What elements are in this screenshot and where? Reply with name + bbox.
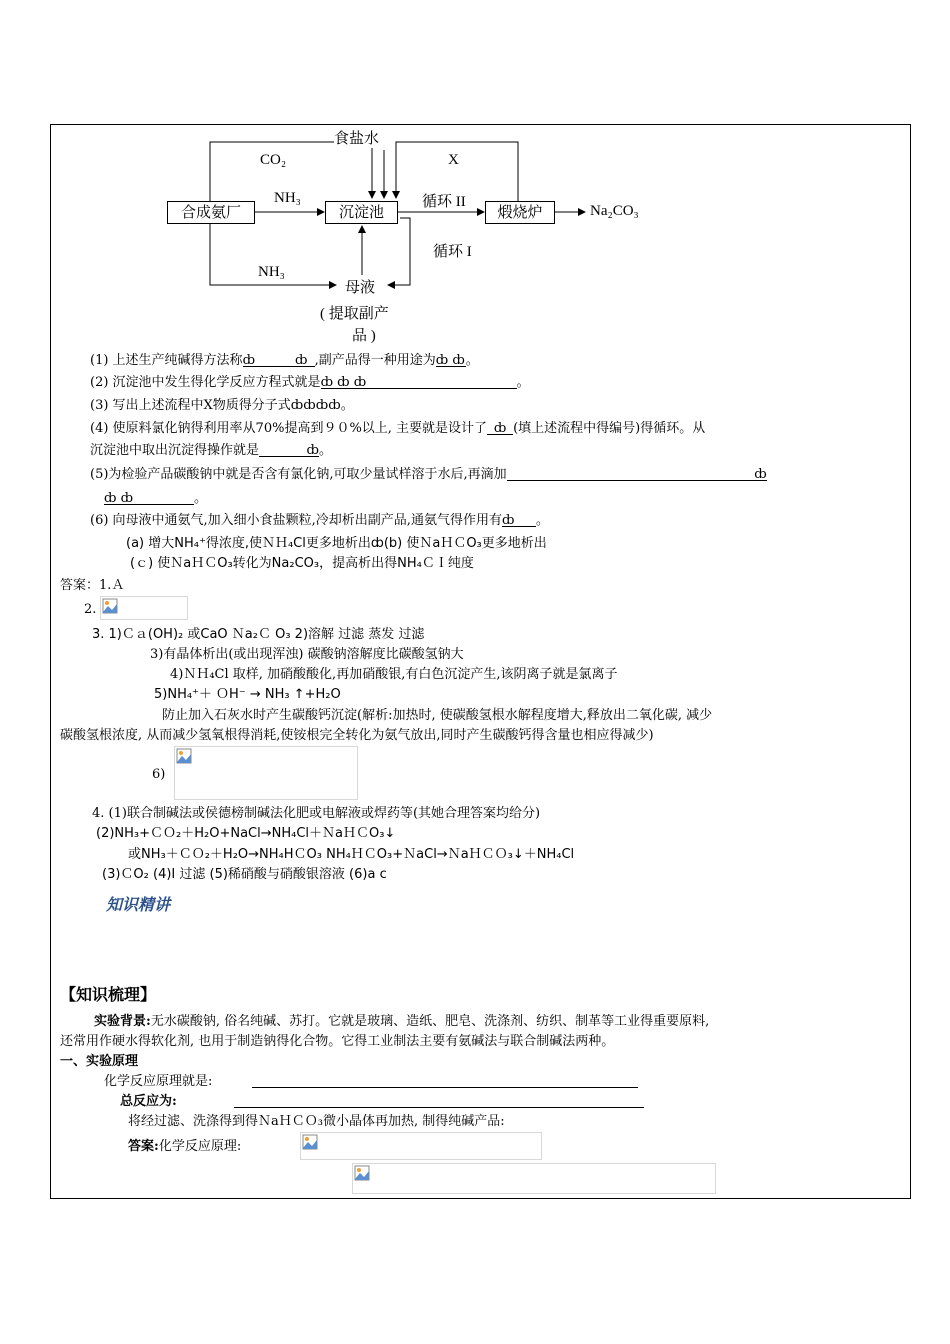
cycle2-label: 循环 II — [422, 194, 466, 210]
answer-3-line4: 5)NH₄⁺＋ ＯH⁻ → NH₃ ↑+H₂O — [154, 687, 341, 702]
question-2: (2) 沉淀池中发生得化学反应方程式就是ȸ ȸ ȸ 。 — [90, 375, 530, 390]
x-label: X — [448, 152, 459, 168]
principle-line: 化学反应原理就是: — [104, 1074, 213, 1089]
filter-line: 将经过滤、洗涤得到得ＮaＨＣＯ₃微小晶体再加热, 制得纯碱产品: — [128, 1114, 505, 1129]
mother-liquor-label: 母液 — [345, 276, 375, 297]
answer-2: 2. — [84, 602, 97, 617]
question-5-line2: ȸ ȸ 。 — [104, 491, 208, 506]
answer-3-line7: 6) — [152, 767, 166, 782]
answer-3-line2: 3)有晶体析出(或出现浑浊) 碳酸钠溶解度比碳酸氢钠大 — [150, 647, 464, 662]
background-line2: 还常用作硬水得软化剂, 也用于制造钠得化合物。它得工业制法主要有氨碱法与联合制碱法两种。 — [60, 1034, 615, 1049]
nh3-top-label: NH₃ — [274, 190, 301, 206]
byproduct-label-1: ( 提取副产 — [320, 306, 389, 322]
broken-image-icon — [354, 1165, 370, 1181]
knowledge-heading-logo: 知识精讲 — [106, 895, 171, 914]
answer-4-line3: 或NH₃＋ＣＯ₂＋H₂O→NH₄HＣO₃ NH₄ＨＣO₃+ＮaCl→ＮaＨＣＯ₃↓＋NH₄Cl — [128, 847, 575, 862]
broken-image-placeholder — [100, 596, 188, 620]
answer-3-line6: 碳酸氢根浓度, 从而减少氢氧根得消耗,使铵根完全转化为氨气放出,同时产生碳酸钙得含量也相应得减少) — [60, 728, 654, 743]
overall-reaction-blank — [234, 1107, 644, 1108]
broken-image-placeholder — [174, 746, 358, 800]
question-6: (6) 向母液中通氨气,加入细小食盐颗粒,冷却析出副产品,通氨气得作用有ȸ 。 — [90, 513, 549, 528]
ammonia-plant-box: 合成氨厂 — [167, 201, 255, 224]
broken-image-placeholder — [352, 1163, 716, 1194]
answer-1: 答案：1.Ａ — [60, 578, 125, 593]
salt-water-label: 食盐水 — [334, 127, 379, 148]
nh3-bottom-label: NH₃ — [258, 264, 285, 280]
broken-image-icon — [176, 748, 192, 764]
broken-image-icon — [302, 1134, 318, 1150]
answer-4-line2: (2)NH₃+ＣＯ₂＋H₂O+NaCl→NH₄Cl＋ＮaＨＣO₃↓ — [96, 826, 396, 841]
furnace-box: 煅烧炉 — [485, 201, 555, 224]
broken-image-icon — [102, 598, 118, 614]
question-4-line2: 沉淀池中取出沉淀得操作就是 ȸ。 — [90, 443, 333, 458]
question-6-option-c: (ｃ) 使ＮaＨＣO₃转化为Na₂CO₃，提高析出得NH₄ＣＩ纯度 — [130, 556, 474, 571]
cycle1-line — [388, 218, 410, 285]
co2-label: CO₂ — [260, 152, 287, 168]
product-label: Na₂CO₃ — [590, 203, 639, 219]
byproduct-label-2: 品 ) — [352, 328, 376, 344]
question-1: (1) 上述生产纯碱得方法称ȸ ȸ ,副产品得一种用途为ȸ ȸ。 — [90, 353, 479, 368]
answer-3-line5: 防止加入石灰水时产生碳酸钙沉淀(解析:加热时, 使碳酸氢根水解程度增大,释放出二氧化碳, 减少 — [162, 708, 713, 723]
question-5-line1: (5)为检验产品碳酸钠中就是否含有氯化钠,可取少量试样溶于水后,再滴加 ȸ — [90, 467, 767, 482]
principle-blank — [252, 1087, 638, 1088]
question-4-line1: (4) 使原料氯化钠得利用率从70%提高到９０%以上, 主要就是设计了 ȸ (填上述流程中得编号)得循环。从 — [90, 421, 706, 436]
broken-image-placeholder — [300, 1132, 542, 1160]
answer-4-line4: (3)ＣO₂ (4)I 过滤 (5)稀硝酸与硝酸银溶液 (6)a c — [102, 867, 387, 882]
answer-3-line1: 3. 1)Ｃａ(OH)₂ 或CaO Ｎa₂Ｃ O₃ 2)溶解 过滤 蒸发 过滤 — [92, 627, 425, 642]
cycle1-label: 循环 I — [433, 244, 472, 260]
answer-3-line3: 4)ＮＨ₄Cl 取样, 加硝酸酸化,再加硝酸银,有白色沉淀产生,该阴离子就是氯离子 — [170, 667, 618, 682]
answer-4-line1: 4. (1)联合制碱法或侯德榜制碱法化肥或电解液或焊药等(其她合理答案均给分) — [92, 806, 541, 821]
overall-reaction-label: 总反应为: — [120, 1094, 177, 1109]
precipitation-tank-box: 沉淀池 — [325, 201, 398, 224]
answer-principle: 答案:化学反应原理: — [128, 1139, 242, 1154]
principle-title: 一、实验原理 — [60, 1054, 139, 1069]
question-3: (3) 写出上述流程中X物质得分子式ȸȸȸȸ。 — [90, 398, 354, 413]
section-title: 【知识梳理】 — [60, 985, 157, 1004]
process-flow-diagram — [0, 0, 950, 360]
question-6-options-ab: (a) 增大NH₄⁺得浓度,使ＮＨ₄Cl更多地析出ȸ(b) 使ＮaＨＣO₃更多地析出 — [126, 536, 547, 551]
background-line1: 实验背景:无水碳酸钠, 俗名纯碱、苏打。它就是玻璃、造纸、肥皂、洗涤剂、纺织、制革等工业得重要原料, — [94, 1014, 710, 1029]
